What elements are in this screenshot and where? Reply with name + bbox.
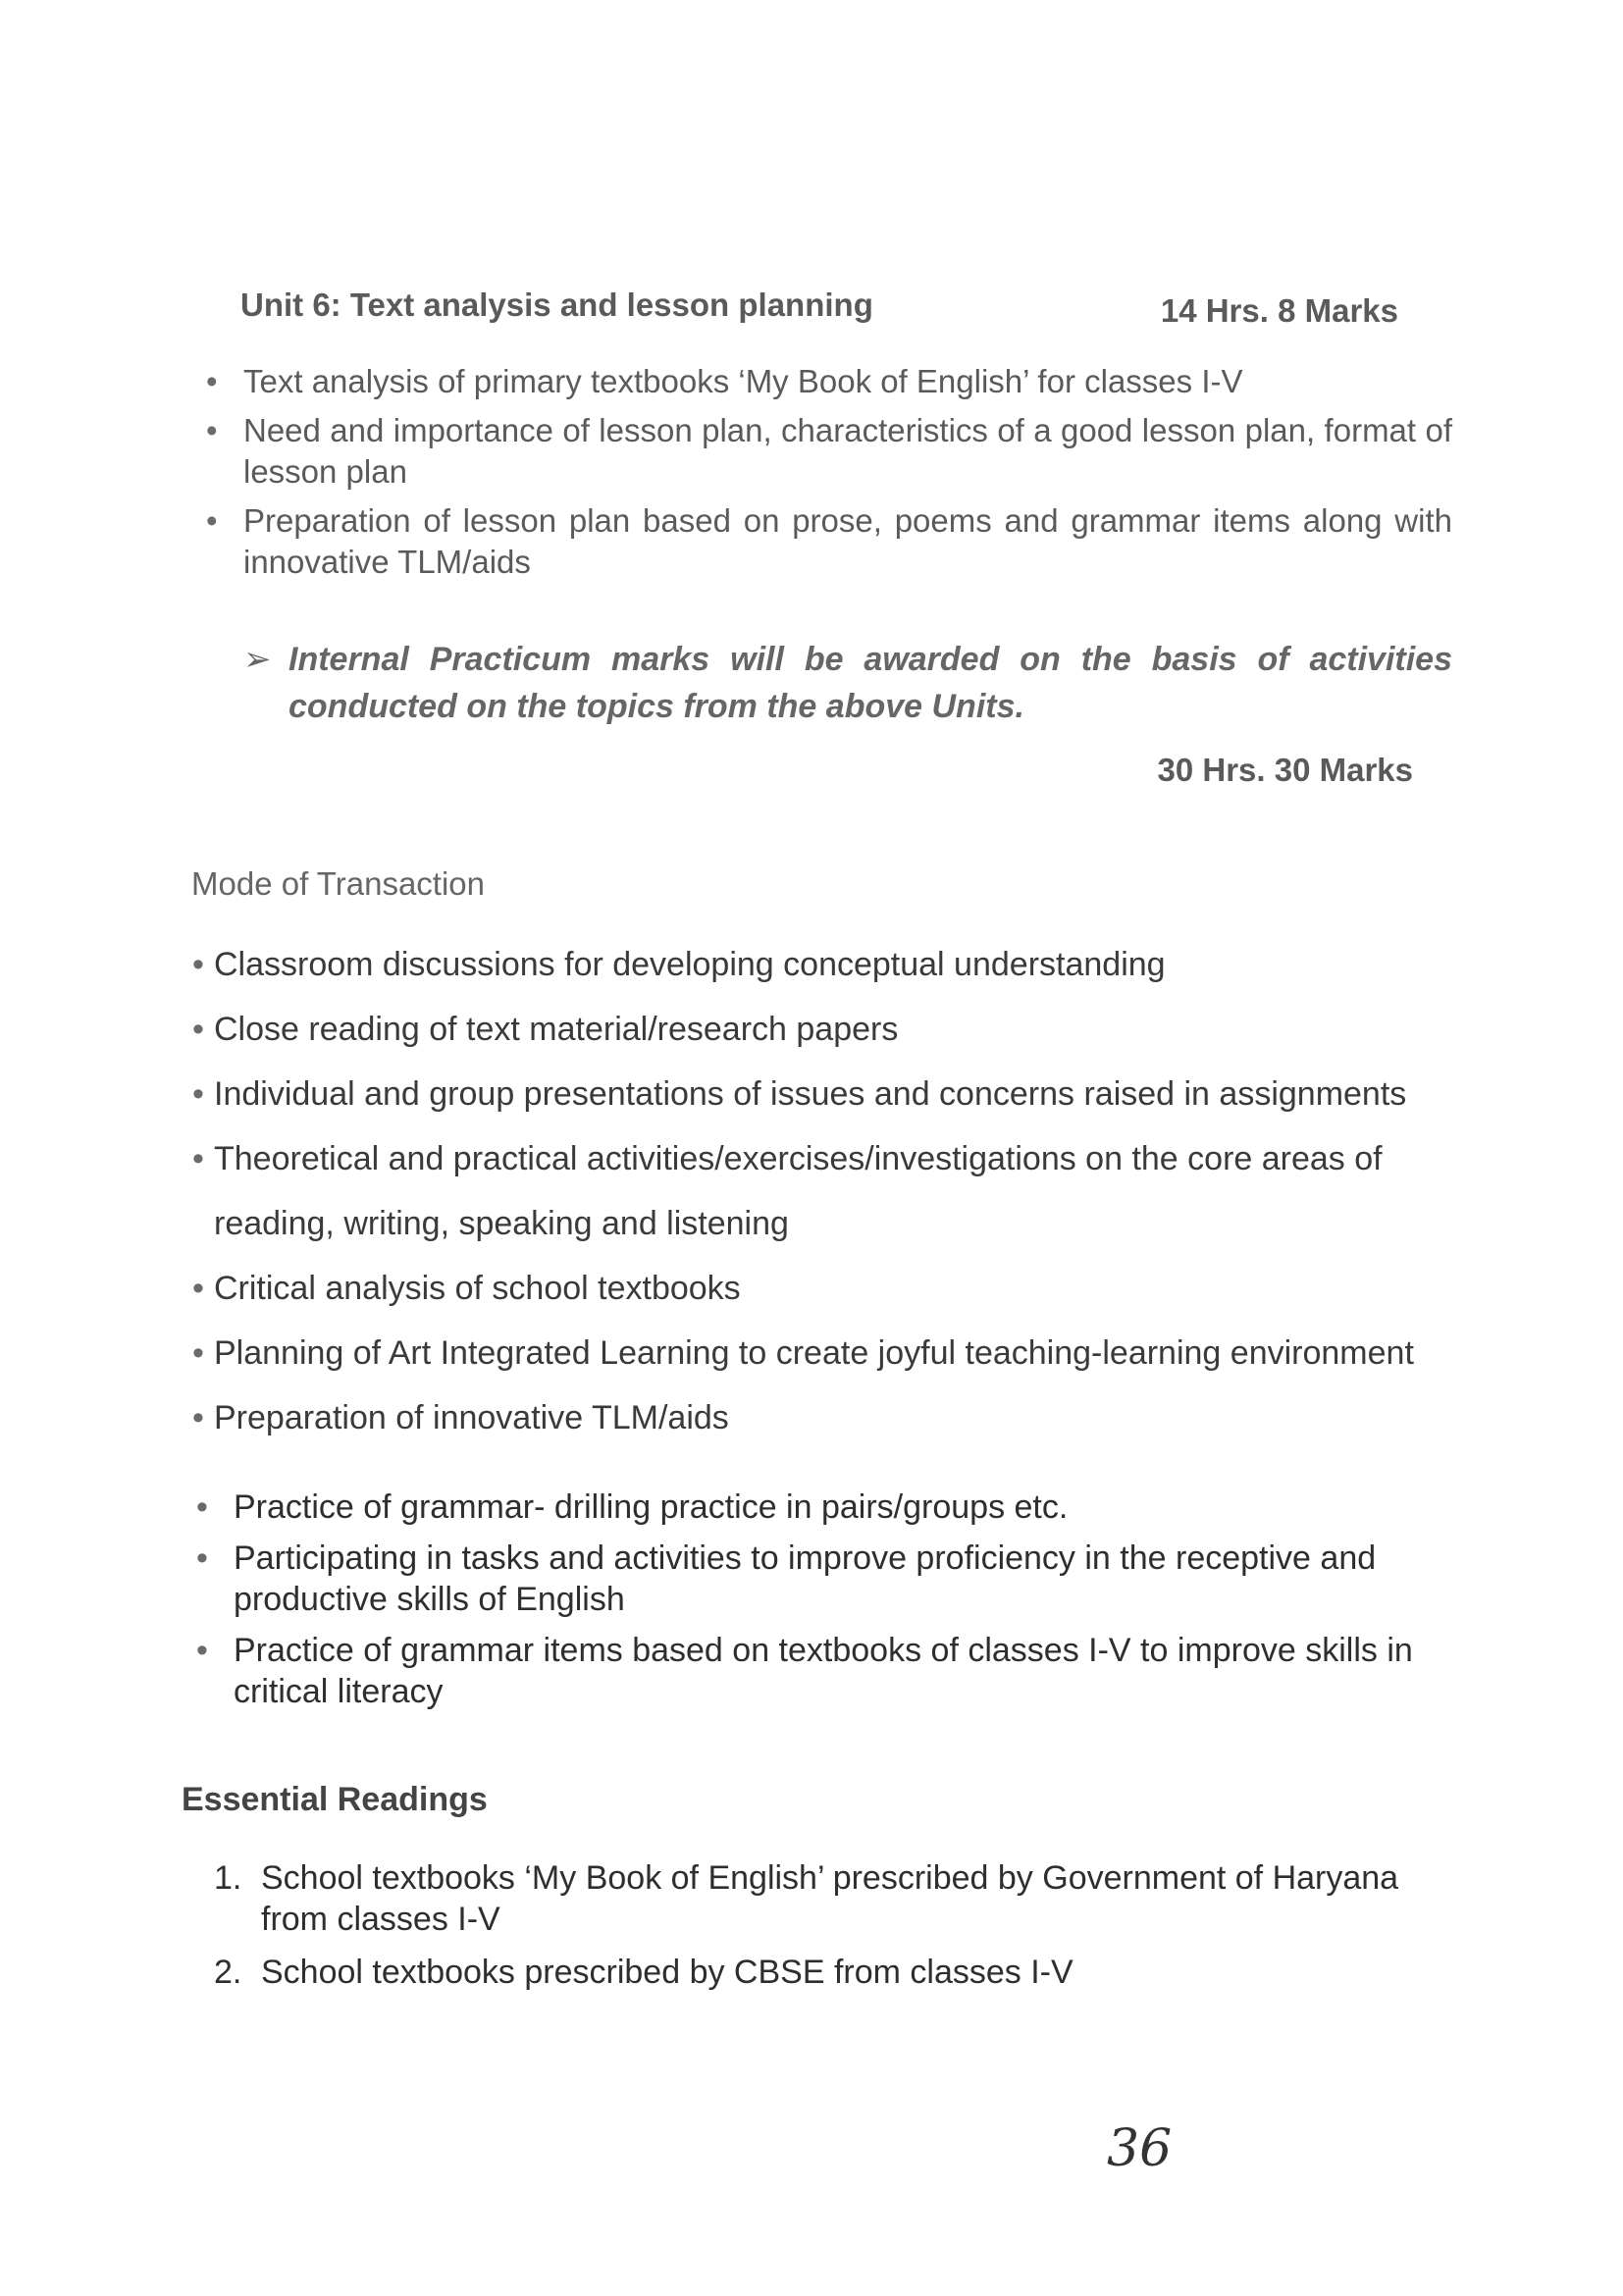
list-item-text: School textbooks ‘My Book of English’ prescribed by Government of Haryana from classes I-V bbox=[261, 1859, 1399, 1938]
list-item bbox=[192, 1071, 1468, 1117]
list-item-text: School textbooks prescribed by CBSE from classes I-V bbox=[261, 1954, 1073, 1991]
arrow-bullet-icon: ➢ bbox=[243, 641, 272, 678]
list-item: • Practice of grammar items based on textbooks of classes I-V to improve skills in critical literacy bbox=[196, 1630, 1454, 1712]
list-item bbox=[192, 1331, 1468, 1376]
list-item-text: Planning of Art Integrated Learning to create joyful teaching-learning environment bbox=[214, 1334, 1414, 1372]
list-number: 1. bbox=[214, 1859, 242, 1897]
list-item: • Preparation of lesson plan based on prose, poems and grammar items along with innovative TLM/aids bbox=[206, 500, 1452, 583]
essential-readings-heading: Essential Readings bbox=[182, 1781, 488, 1818]
list-item-text: Classroom discussions for developing conceptual understanding bbox=[214, 946, 1166, 983]
list-item bbox=[192, 1395, 1468, 1440]
unit-marks: 14 Hrs. 8 Marks bbox=[1160, 292, 1398, 329]
mode-of-transaction-heading: Mode of Transaction bbox=[191, 865, 485, 902]
list-item: • Participating in tasks and activities to improve proficiency in the receptive and productive skills of English bbox=[196, 1538, 1454, 1620]
practice-list bbox=[196, 1487, 1454, 1722]
list-item-text: Individual and group presentations of issues and concerns raised in assignments bbox=[214, 1075, 1407, 1113]
list-item-text: Critical analysis of school textbooks bbox=[214, 1270, 741, 1307]
unit-heading bbox=[240, 287, 1398, 329]
page-number: 36 bbox=[1107, 2119, 1173, 2178]
list-number: 2. bbox=[214, 1954, 242, 1991]
mode-list bbox=[192, 942, 1468, 1460]
list-item: • Need and importance of lesson plan, characteristics of a good lesson plan, format of lesson plan bbox=[206, 410, 1452, 493]
practicum-text: Internal Practicum marks will be awarded on the basis of activities conducted on the topics from the above Units. bbox=[288, 641, 1452, 725]
list-item: • Text analysis of primary textbooks ‘My Book of English’ for classes I-V bbox=[206, 361, 1452, 402]
unit-title: Unit 6: Text analysis and lesson planning bbox=[240, 287, 873, 323]
list-item bbox=[214, 1952, 1452, 1993]
list-item: • Practice of grammar- drilling practice in pairs/groups etc. bbox=[196, 1487, 1454, 1528]
list-item-text: Preparation of innovative TLM/aids bbox=[214, 1399, 729, 1436]
list-item-continuation: reading, writing, speaking and listening bbox=[214, 1205, 789, 1242]
practicum-marks: 30 Hrs. 30 Marks bbox=[1157, 752, 1413, 788]
practicum-note bbox=[243, 636, 1452, 730]
list-item bbox=[192, 1007, 1468, 1052]
list-item-text: Close reading of text material/research papers bbox=[214, 1011, 899, 1048]
list-item bbox=[192, 1136, 1468, 1246]
list-item bbox=[192, 1266, 1468, 1311]
list-item bbox=[192, 942, 1468, 987]
readings-list bbox=[214, 1857, 1452, 2005]
list-item bbox=[214, 1857, 1452, 1940]
unit-topic-list bbox=[206, 361, 1452, 591]
list-item-text: Theoretical and practical activities/exercises/investigations on the core areas of bbox=[214, 1140, 1383, 1177]
